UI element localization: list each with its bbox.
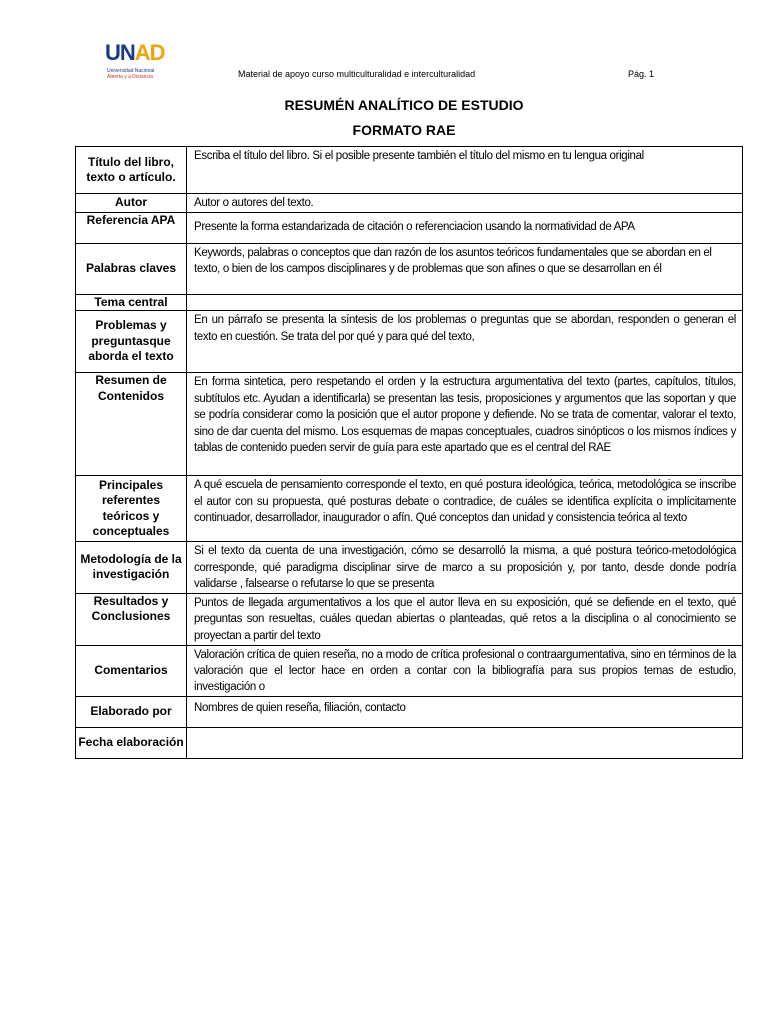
row-label: Referencia APA [76, 212, 187, 243]
table-row [76, 243, 743, 294]
table-row [76, 373, 743, 476]
table-row [76, 212, 743, 243]
row-content: Escriba el título del libro. Si el posible presente también el título del mismo en tu lengua original [187, 147, 743, 194]
table-row [76, 294, 743, 311]
unad-logo [100, 38, 170, 88]
rae-table [75, 146, 743, 759]
table-row [76, 645, 743, 696]
table-row [76, 727, 743, 758]
row-label: Principales referentes teóricos y conceptuales [76, 476, 187, 542]
row-content: Puntos de llegada argumentativos a los que el autor lleva en su exposición, qué se defiende en el texto, qué preguntas son resueltas, cuáles quedan abiertas o planteadas, qué retos a la disciplina o al conocimiento se proyectan a partir del texto [187, 593, 743, 645]
table-row [76, 147, 743, 194]
unad-wordmark: UNAD [105, 40, 165, 65]
row-content: Keywords, palabras o conceptos que dan razón de los asuntos teóricos fundamentales que se abordan en el texto, o bien de los campos disciplinares y de problemas que son afines o que se desarrollan en él [187, 243, 743, 294]
document-subtitle: FORMATO RAE [352, 122, 456, 138]
row-label: Palabras claves [76, 243, 187, 294]
logo-subtitle-2: Abierta y a Distancia [107, 74, 153, 80]
row-label: Fecha elaboración [76, 727, 187, 758]
row-label: Resultados y Conclusiones [76, 593, 187, 645]
header-course-text: Material de apoyo curso multiculturalidad e interculturalidad [238, 69, 476, 79]
row-content [187, 294, 743, 311]
row-content: Presente la forma estandarizada de citación o referenciacion usando la normatividad de APA [187, 212, 743, 243]
row-content: Si el texto da cuenta de una investigación, cómo se desarrolló la misma, a qué postura teórico-metodológica corresponde, qué paradigma disciplinar sirve de marco a su proposición y, por tanto, desde donde podría validarse , falsearse o refutarse lo que se presenta [187, 542, 743, 594]
table-row [76, 696, 743, 727]
row-label: Elaborado por [76, 696, 187, 727]
document-title: RESUMÉN ANALÍTICO DE ESTUDIO [284, 97, 524, 113]
row-label: Comentarios [76, 645, 187, 696]
table-row [76, 311, 743, 373]
table-row [76, 194, 743, 213]
row-content: Valoración crítica de quien reseña, no a modo de crítica profesional o contraargumentativa, sino en términos de la valoración que el lector hace en orden a contar con la bibliografía para sus propios temas de estudio, investigación o [187, 645, 743, 696]
row-content: En un párrafo se presenta la síntesis de los problemas o preguntas que se abordan, responden o generan el texto en cuestión. Se trata del por qué y para qué del texto, [187, 311, 743, 373]
table-row [76, 542, 743, 594]
table-row [76, 593, 743, 645]
row-content: Autor o autores del texto. [187, 194, 743, 213]
header-page-number: Pág. 1 [628, 69, 655, 79]
row-content: A qué escuela de pensamiento corresponde el texto, en qué postura ideológica, teórica, metodológica se inscribe el autor con su propuesta, qué posturas debate o contradice, de cuáles se identifica explícita o implícitamente continuador, desarrollador, inaugurador o afín. Qué conceptos dan unidad y consistencia teórica al texto [187, 476, 743, 542]
row-content: Nombres de quien reseña, filiación, contacto [187, 696, 743, 727]
logo-subtitle-1: Universidad Nacional [107, 68, 155, 74]
row-label: Metodología de la investigación [76, 542, 187, 594]
row-label: Autor [76, 194, 187, 213]
row-content [187, 727, 743, 758]
row-label: Resumen de Contenidos [76, 373, 187, 476]
row-label: Problemas y preguntasque aborda el texto [76, 311, 187, 373]
row-label: Título del libro, texto o artículo. [76, 147, 187, 194]
row-content: En forma sintetica, pero respetando el orden y la estructura argumentativa del texto (partes, capítulos, títulos, subtítulos etc. Ayudan a identificarla) se presentan las tesis, proposiciones y argumentos que las soportan y que se podría considerar como la posición que el autor propone y defiende. No se trata de comentar, valorar el texto, sino de dar cuenta del mismo. Los esquemas de mapas conceptuales, cuadros sinópticos o los mismos índices y tablas de contenido pueden servir de guía para este apartado que es el central del RAE [187, 373, 743, 476]
row-label: Tema central [76, 294, 187, 311]
table-row [76, 476, 743, 542]
